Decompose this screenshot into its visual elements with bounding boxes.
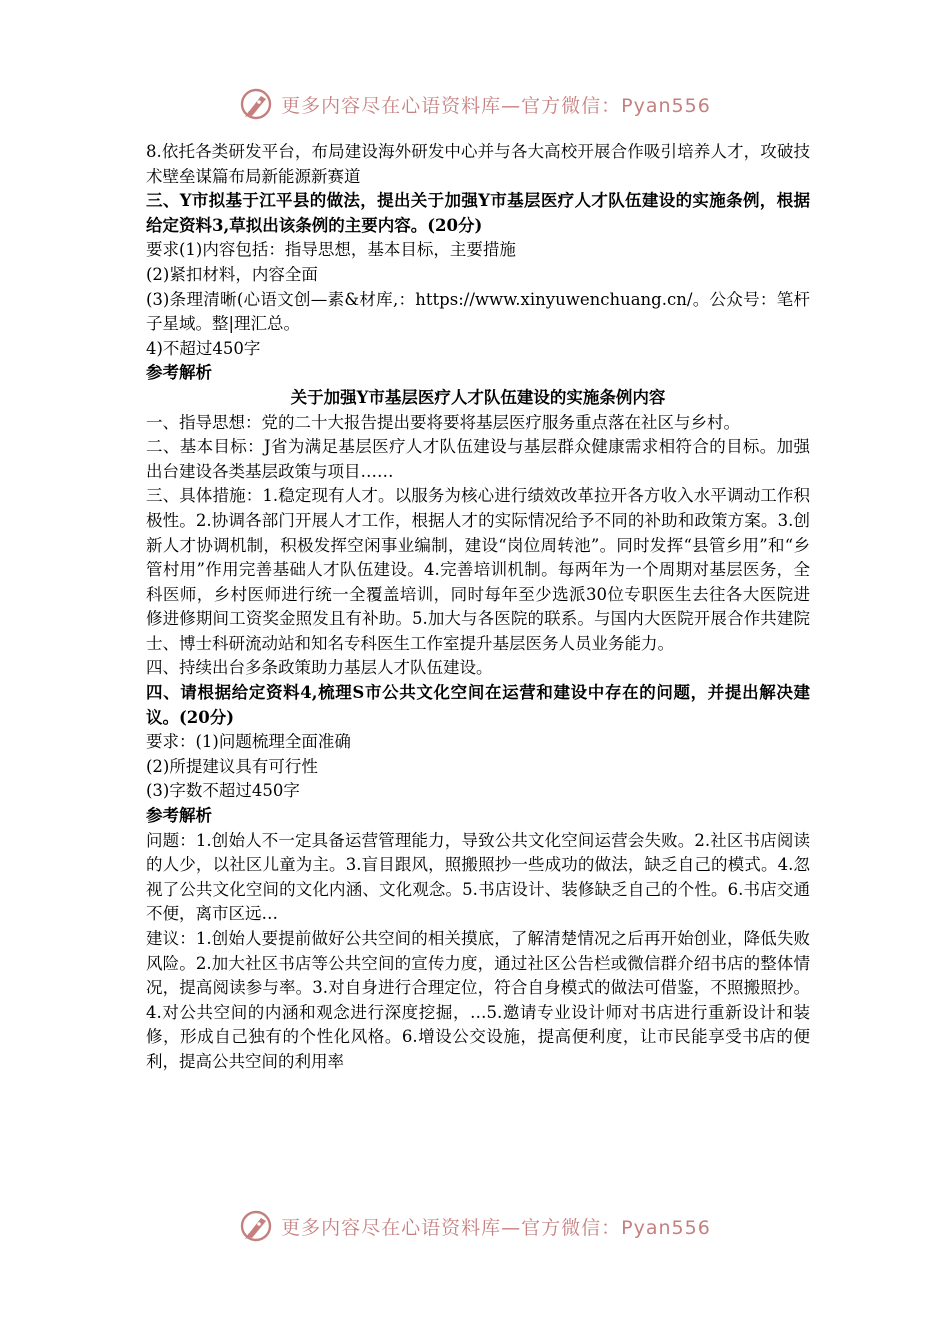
- requirement-line: (2)紧扣材料，内容全面: [146, 264, 318, 284]
- answer-title: 关于加强Y市基层医疗人才队伍建设的实施条例内容: [290, 387, 666, 407]
- document-body: [146, 140, 810, 1075]
- paragraph: 问题：1.创始人不一定具备运营管理能力，导致公共文化空间运营会失败。2.社区书店阅读的人少，以社区儿童为主。3.盲目跟风，照搬照抄一些成功的做法，缺乏自己的模式。4.忽视了公共文化空间的文化内涵、文化观念。5.书店设计、装修缺乏自己的个性。6.书店交通不便，离市区远…: [146, 830, 810, 924]
- paragraph: 8.依托各类研发平台，布局建设海外研发中心并与各大高校开展合作吸引培养人才，攻破技术壁垒谋篇布局新能源新赛道: [146, 142, 810, 186]
- reference-answer-label: 参考解析: [146, 363, 212, 383]
- paragraph: 三、具体措施：1.稳定现有人才。以服务为核心进行绩效改革拉开各方收入水平调动工作积极性。2.协调各部门开展人才工作，根据人才的实际情况给予不同的补助和政策方案。3.创新人才协调机制，积极发挥空闲事业编制，建设“岗位周转池”。同时发挥“县管乡用”和“乡管村用”作用完善基础人才队伍建设。4.完善培训机制。每两年为一个周期对基层医务，全科医师，乡村医师进行统一全覆盖培训，同时每年至少选派30位专职医生去往各大医院进修进修期间工资奖金照发且有补助。5.加大与各医院的联系。与国内大医院开展合作共建院士、博士科研流动站和知名专科医生工作室提升基层医务人员业务能力。: [146, 486, 810, 653]
- header-banner-text: 更多内容尽在心语资料库—官方微信：Pyan556: [281, 94, 711, 117]
- paragraph: 一、指导思想：党的二十大报告提出要将要将基层医疗服务重点落在社区与乡村。: [146, 412, 740, 432]
- paragraph: 四、持续出台多条政策助力基层人才队伍建设。: [146, 658, 493, 678]
- paragraph: 二、基本目标：J省为满足基层医疗人才队伍建设与基层群众健康需求相符合的目标。加强出台建设各类基层政策与项目……: [146, 437, 810, 481]
- footer-banner-text: 更多内容尽在心语资料库—官方微信：Pyan556: [281, 1216, 711, 1239]
- question-heading: 三、Y市拟基于江平县的做法，提出关于加强Y市基层医疗人才队伍建设的实施条例，根据给定资料3,草拟出该条例的主要内容。(20分): [146, 191, 810, 235]
- footer-banner: [0, 1204, 950, 1248]
- question-heading: 四、请根据给定资料4,梳理S市公共文化空间在运营和建设中存在的问题，并提出解决建议。(20分): [146, 683, 810, 727]
- requirement-line: 要求：(1)问题梳理全面准确: [146, 732, 351, 752]
- requirement-line: 要求(1)内容包括：指导思想，基本目标，主要措施: [146, 240, 516, 260]
- reference-answer-label: 参考解析: [146, 806, 212, 826]
- pen-nib-logo-icon: [239, 87, 273, 121]
- requirement-line: 4)不超过450字: [146, 338, 261, 358]
- pen-nib-logo-icon: [239, 1209, 273, 1243]
- requirement-line: (3)条理清晰(心语文创—素&材库,：https://www.xinyuwenchuang.cn/。公众号：笔杆子星域。整|理汇总。: [146, 289, 810, 334]
- paragraph: 建议：1.创始人要提前做好公共空间的相关摸底，了解清楚情况之后再开始创业，降低失败风险。2.加大社区书店等公共空间的宣传力度，通过社区公告栏或微信群介绍书店的整体情况，提高阅读参与率。3.对自身进行合理定位，符合自身模式的做法可借鉴，不照搬照抄。4.对公共空间的内涵和观念进行深度挖掘，…5.邀请专业设计师对书店进行重新设计和装修，形成自己独有的个性化风格。6.增设公交设施，提高便利度，让市民能享受书店的便利，提高公共空间的利用率: [146, 929, 810, 1071]
- requirement-line: (2)所提建议具有可行性: [146, 756, 318, 776]
- requirement-line: (3)字数不超过450字: [146, 781, 300, 801]
- header-banner: [0, 82, 950, 126]
